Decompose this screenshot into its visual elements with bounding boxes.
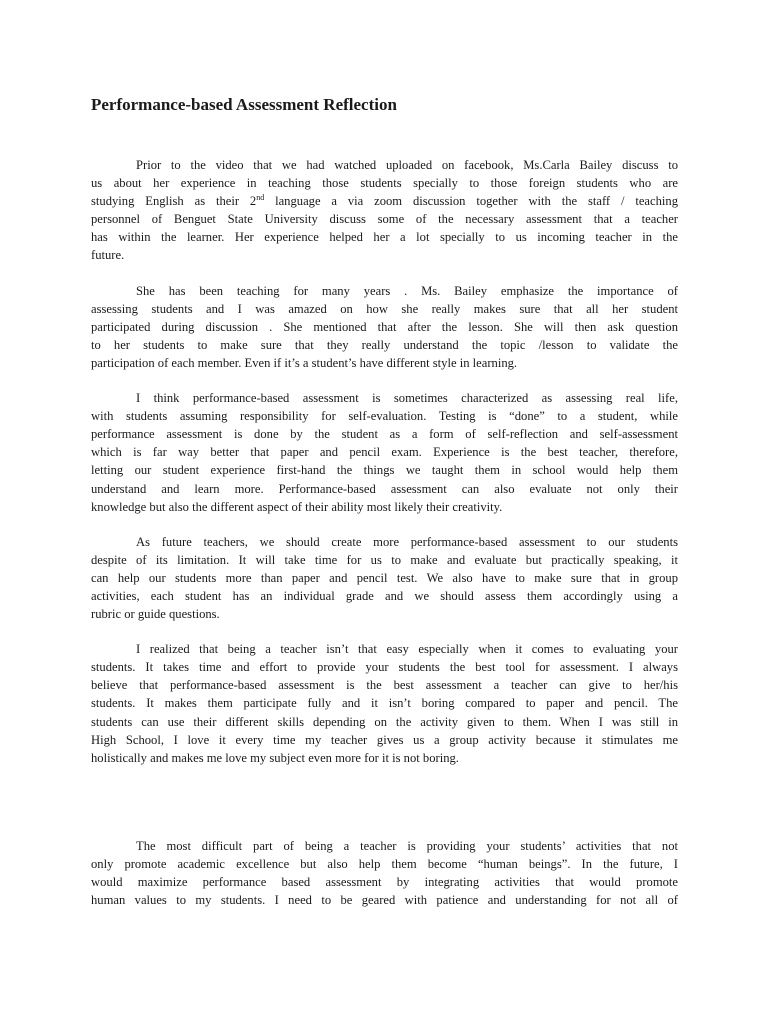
paragraph-line: assessing students and I was amazed on how she really makes sure that all her student [91, 301, 678, 316]
paragraph-line: would maximize performance based assessment by integrating activities that would promote [91, 875, 678, 889]
paragraph-line: human values to my students. I need to be geared with patience and understanding for not all of [91, 893, 678, 908]
paragraph-line: letting our student experience first-hand the things we taught them in school would help them [91, 463, 678, 478]
paragraph-4 [91, 533, 678, 623]
paragraph-line: As future teachers, we should create more performance-based assessment to our students [136, 534, 678, 549]
paragraph-line: future. [91, 248, 125, 263]
paragraph-line: holistically and makes me love my subject even more for it is not boring. [91, 750, 459, 765]
paragraph-5 [91, 640, 678, 767]
paragraph-line: High School, I love it every time my teacher gives us a group activity because it stimulates me [91, 732, 678, 747]
paragraph-line: performance assessment is done by the student as a form of self-reflection and self-assessment [91, 427, 678, 442]
paragraph-line: personnel of Benguet State University discuss some of the necessary assessment that a teacher [91, 212, 678, 227]
paragraph-line: only promote academic excellence but also help them become “human beings”. In the future, I [91, 856, 678, 871]
paragraph-line: us about her experience in teaching those students specially to those foreign students who are [91, 176, 678, 191]
paragraph-line: students. It takes time and effort to provide your students the best tool for assessment. I always [91, 660, 678, 675]
paragraph-line: I think performance-based assessment is sometimes characterized as assessing real life, [136, 391, 678, 406]
paragraph-line: participated during discussion . She mentioned that after the lesson. She will then ask question [91, 319, 678, 334]
paragraph-3 [91, 389, 678, 516]
paragraph-line: activities, each student has an individual grade and we should assess them accordingly using a [91, 588, 678, 603]
paragraph-line: despite of its limitation. It will take time for us to make and evaluate but practically speaking, it [91, 552, 678, 567]
document-page [91, 94, 678, 926]
paragraph-line: with students assuming responsibility for self-evaluation. Testing is “done” to a student, while [91, 409, 678, 424]
paragraph-line: students. It makes them participate fully and it isn’t boring compared to paper and pencil. The [91, 696, 678, 711]
paragraph-line: rubric or guide questions. [91, 607, 220, 622]
paragraph-line: can help our students more than paper and pencil test. We also have to make sure that in group [91, 570, 678, 585]
paragraph-line: participation of each member. Even if it’s a student’s have different style in learning. [91, 355, 518, 370]
paragraph-2 [91, 282, 678, 372]
paragraph-line: knowledge but also the different aspect of their ability most likely their creativity. [91, 499, 503, 514]
paragraph-line: I realized that being a teacher isn’t that easy especially when it comes to evaluating your [136, 642, 678, 657]
superscript: nd [256, 193, 265, 202]
paragraph-line: believe that performance-based assessment is the best assessment a teacher can give to her/his [91, 678, 678, 693]
paragraph-line: Prior to the video that we had watched uploaded on facebook, Ms.Carla Bailey discuss to [136, 158, 678, 172]
paragraph-line: has within the learner. Her experience helped her a lot specially to us incoming teacher in the [91, 230, 678, 245]
document-title: Performance-based Assessment Reflection [91, 95, 397, 114]
blank-space [91, 784, 678, 837]
paragraph-line: which is far way better that paper and pencil exam. Experience is the best teacher, therefore, [91, 445, 678, 460]
paragraph-line: understand and learn more. Performance-based assessment can also evaluate not only their [91, 481, 678, 496]
paragraph-6 [91, 837, 678, 909]
paragraph-line: She has been teaching for many years . Ms. Bailey emphasize the importance of [136, 283, 678, 298]
paragraph-1 [91, 156, 678, 265]
paragraph-line: to her students to make sure that they really understand the topic /lesson to validate the [91, 337, 678, 352]
paragraph-line: students can use their different skills depending on the activity given to them. When I was still in [91, 714, 678, 729]
paragraph-line: studying English as their 2nd language a via zoom discussion together with the staff / teaching [91, 193, 679, 209]
paragraph-line: The most difficult part of being a teacher is providing your students’ activities that not [136, 838, 678, 853]
